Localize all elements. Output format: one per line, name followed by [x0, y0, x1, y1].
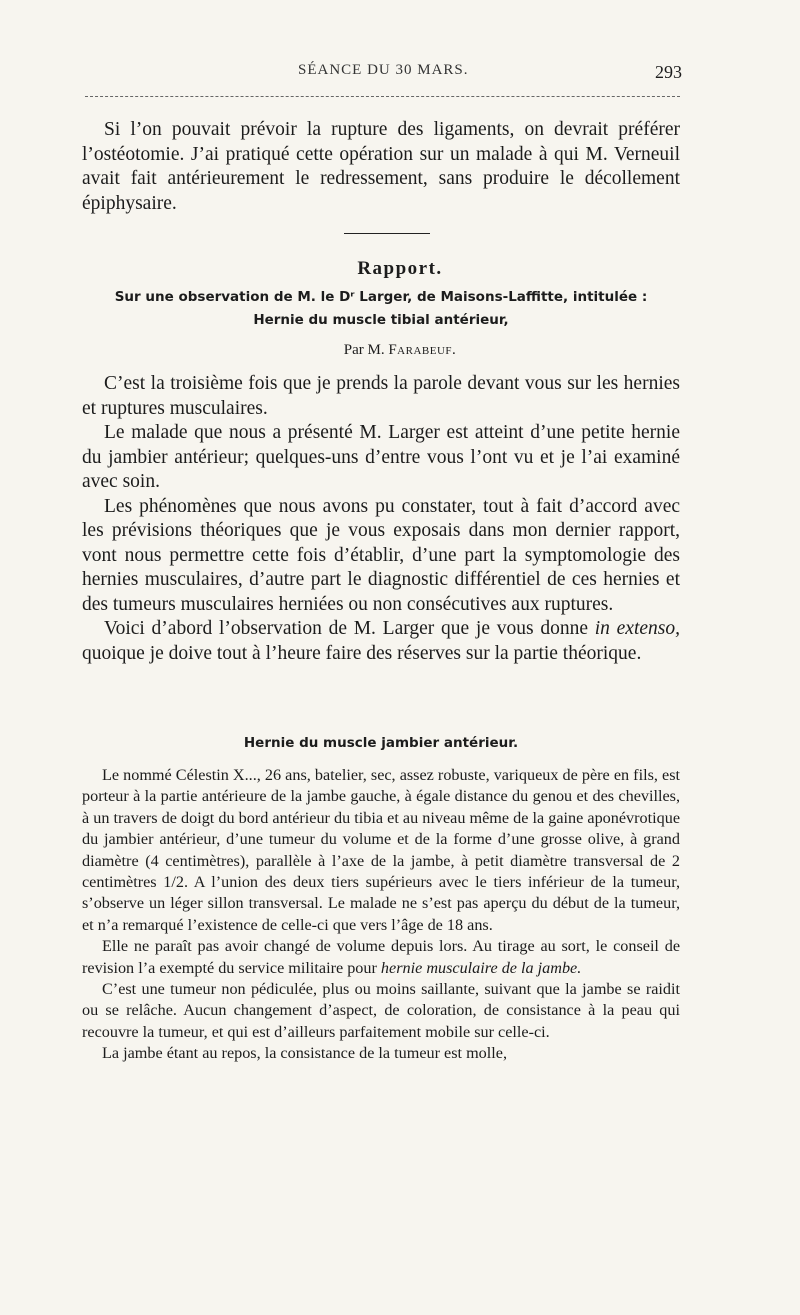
- author-prefix: Par M.: [343, 342, 385, 358]
- intro-paragraph: Si l’on pouvait prévoir la rupture des ligaments, on devrait préférer l’ostéotomie. J’ai pratiqué cette opération sur un malade à qui M. Verneuil avait fait antérieurement le redressement, sans produire le décollement épiphysaire.: [82, 119, 680, 214]
- report-paragraph-4-start: Voici d’abord l’observation de M. Larger que je vous donne: [104, 618, 595, 639]
- observation-text-block: [82, 765, 680, 1065]
- intro-text-block: [82, 118, 680, 216]
- section-title: Rapport.: [357, 258, 443, 279]
- observation-paragraph-3: C’est une tumeur non pédiculée, plus ou moins saillante, suivant que la jambe se raidit ou se relâche. Aucun changement d’aspect, de coloration, de consistance à la peau qui recouvre la tumeur, et qui est d’ailleurs parfaitement mobile sur celle-ci.: [82, 980, 680, 1041]
- author-name: Farabeuf.: [388, 342, 457, 358]
- observation-paragraph-2-start: Elle ne paraît pas avoir changé de volume depuis lors. Au tirage au sort, le conseil de revision l’a exempté du service militaire pour: [82, 937, 680, 977]
- report-paragraph-2: Le malade que nous a présenté M. Larger est atteint d’une petite hernie du jambier antérieur; quelques-uns d’entre vous l’ont vu et je l’ai examiné avec soin.: [82, 422, 680, 492]
- report-text-block: [82, 372, 680, 666]
- author-line: [0, 342, 800, 359]
- report-paragraph-4: [82, 617, 680, 666]
- observation-title: Hernie du muscle jambier antérieur.: [243, 735, 519, 751]
- report-paragraph-4-italic: in extenso,: [594, 618, 680, 639]
- page-number: 293: [655, 62, 682, 82]
- running-header: [82, 62, 682, 86]
- observation-paragraph-1: Le nommé Célestin X..., 26 ans, batelier, sec, assez robuste, variqueux de père en fils, est porteur à la partie antérieure de la jambe gauche, à égale distance du genou et des chevilles, à un travers de doigt du bord antérieur du tibia et au niveau même de la gaine aponévrotique du jambier antérieur, d’une tumeur du volume et de la forme d’une grosse olive, à grand diamètre (4 centimètres), parallèle à l’axe de la jambe, à petit diamètre transversal de 2 centimètres 1/2. A l’union des deux tiers supérieurs avec le tiers inférieur de la tumeur, s’observe un léger sillon transversal. Le malade ne s’est pas aperçu du début de la tumeur, et n’a remarqué l’existence de celle-ci que vers l’âge de 18 ans.: [82, 766, 680, 934]
- observation-paragraph-2: [82, 936, 680, 979]
- report-paragraph-1: C’est la troisième fois que je prends la parole devant vous sur les hernies et ruptures musculaires.: [82, 373, 680, 419]
- report-paragraph-3: Les phénomènes que nous avons pu constater, tout à fait d’accord avec les prévisions théoriques que je vous exposais dans mon dernier rapport, vont nous permettre cette fois d’établir, d’une part la symptomologie des hernies musculaires, d’autre part le diagnostic différentiel de ces hernies et des tumeurs musculaires herniées ou non consécutives aux ruptures.: [82, 495, 680, 615]
- observation-paragraph-2-italic: hernie musculaire de la jambe.: [380, 958, 582, 977]
- report-paragraph-4-end: quoique je doive tout à l’heure faire des réserves sur la partie théorique.: [82, 642, 642, 664]
- running-title: SÉANCE DU 30 MARS.: [298, 62, 469, 78]
- section-subtitle-line-1: Sur une observation de M. le Dʳ Larger, de Maisons-Laffitte, intitulée :: [114, 289, 648, 305]
- section-subtitle-line-2: Hernie du muscle tibial antérieur,: [253, 312, 509, 328]
- observation-paragraph-4: La jambe étant au repos, la consistance de la tumeur est molle,: [102, 1044, 507, 1063]
- section-divider: [344, 233, 430, 234]
- header-rule: [85, 96, 680, 97]
